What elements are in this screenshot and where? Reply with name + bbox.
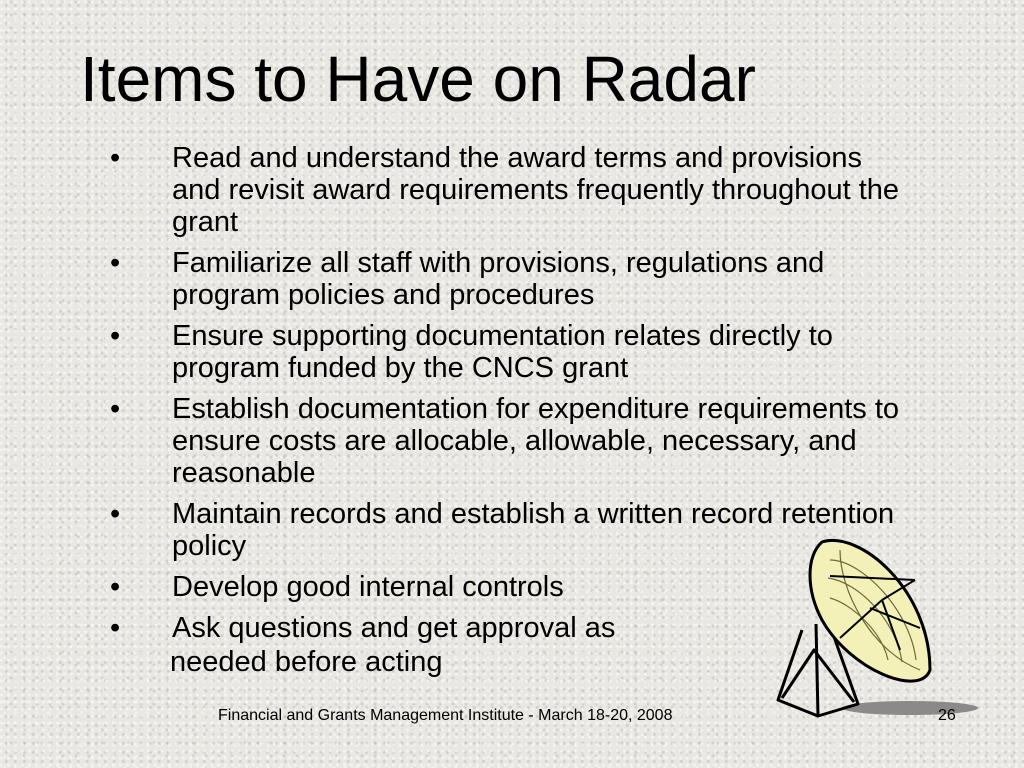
bullet-item: [110, 247, 910, 311]
bullet-continuation: needed before acting: [170, 646, 443, 678]
bullet-text: Ask questions and get approval as: [172, 612, 616, 644]
bullet-text: Establish documentation for expenditure requirements to ensure costs are allocable, allowable, necessary, and reasonable: [172, 393, 900, 489]
bullet-marker: •: [110, 320, 121, 352]
bullet-item: [110, 142, 910, 238]
bullet-text: Ensure supporting documentation relates directly to program funded by the CNCS grant: [172, 320, 833, 384]
bullet-marker: •: [110, 498, 121, 530]
bullet-marker: •: [110, 247, 121, 279]
satellite-dish-icon: [770, 520, 980, 730]
dish-shadow: [842, 701, 978, 715]
slide-title: Items to Have on Radar: [80, 43, 756, 115]
bullet-marker: •: [110, 571, 121, 603]
slide-footer: Financial and Grants Management Institute - March 18-20, 2008: [218, 707, 673, 724]
bullet-text: Develop good internal controls: [172, 571, 564, 603]
page-number: 26: [938, 707, 956, 724]
tripod-leg: [816, 624, 818, 716]
bullet-marker: •: [110, 142, 121, 174]
bullet-text: Familiarize all staff with provisions, regulations and program policies and procedures: [172, 247, 825, 311]
bullet-item: [110, 320, 910, 384]
bullet-item: [110, 393, 910, 489]
bullet-marker: •: [110, 393, 121, 425]
bullet-marker: •: [110, 612, 121, 644]
bullet-text: Maintain records and establish a written record retention policy: [172, 498, 895, 562]
bullet-text: Read and understand the award terms and provisions and revisit award requirements frequently throughout the grant: [172, 142, 900, 238]
